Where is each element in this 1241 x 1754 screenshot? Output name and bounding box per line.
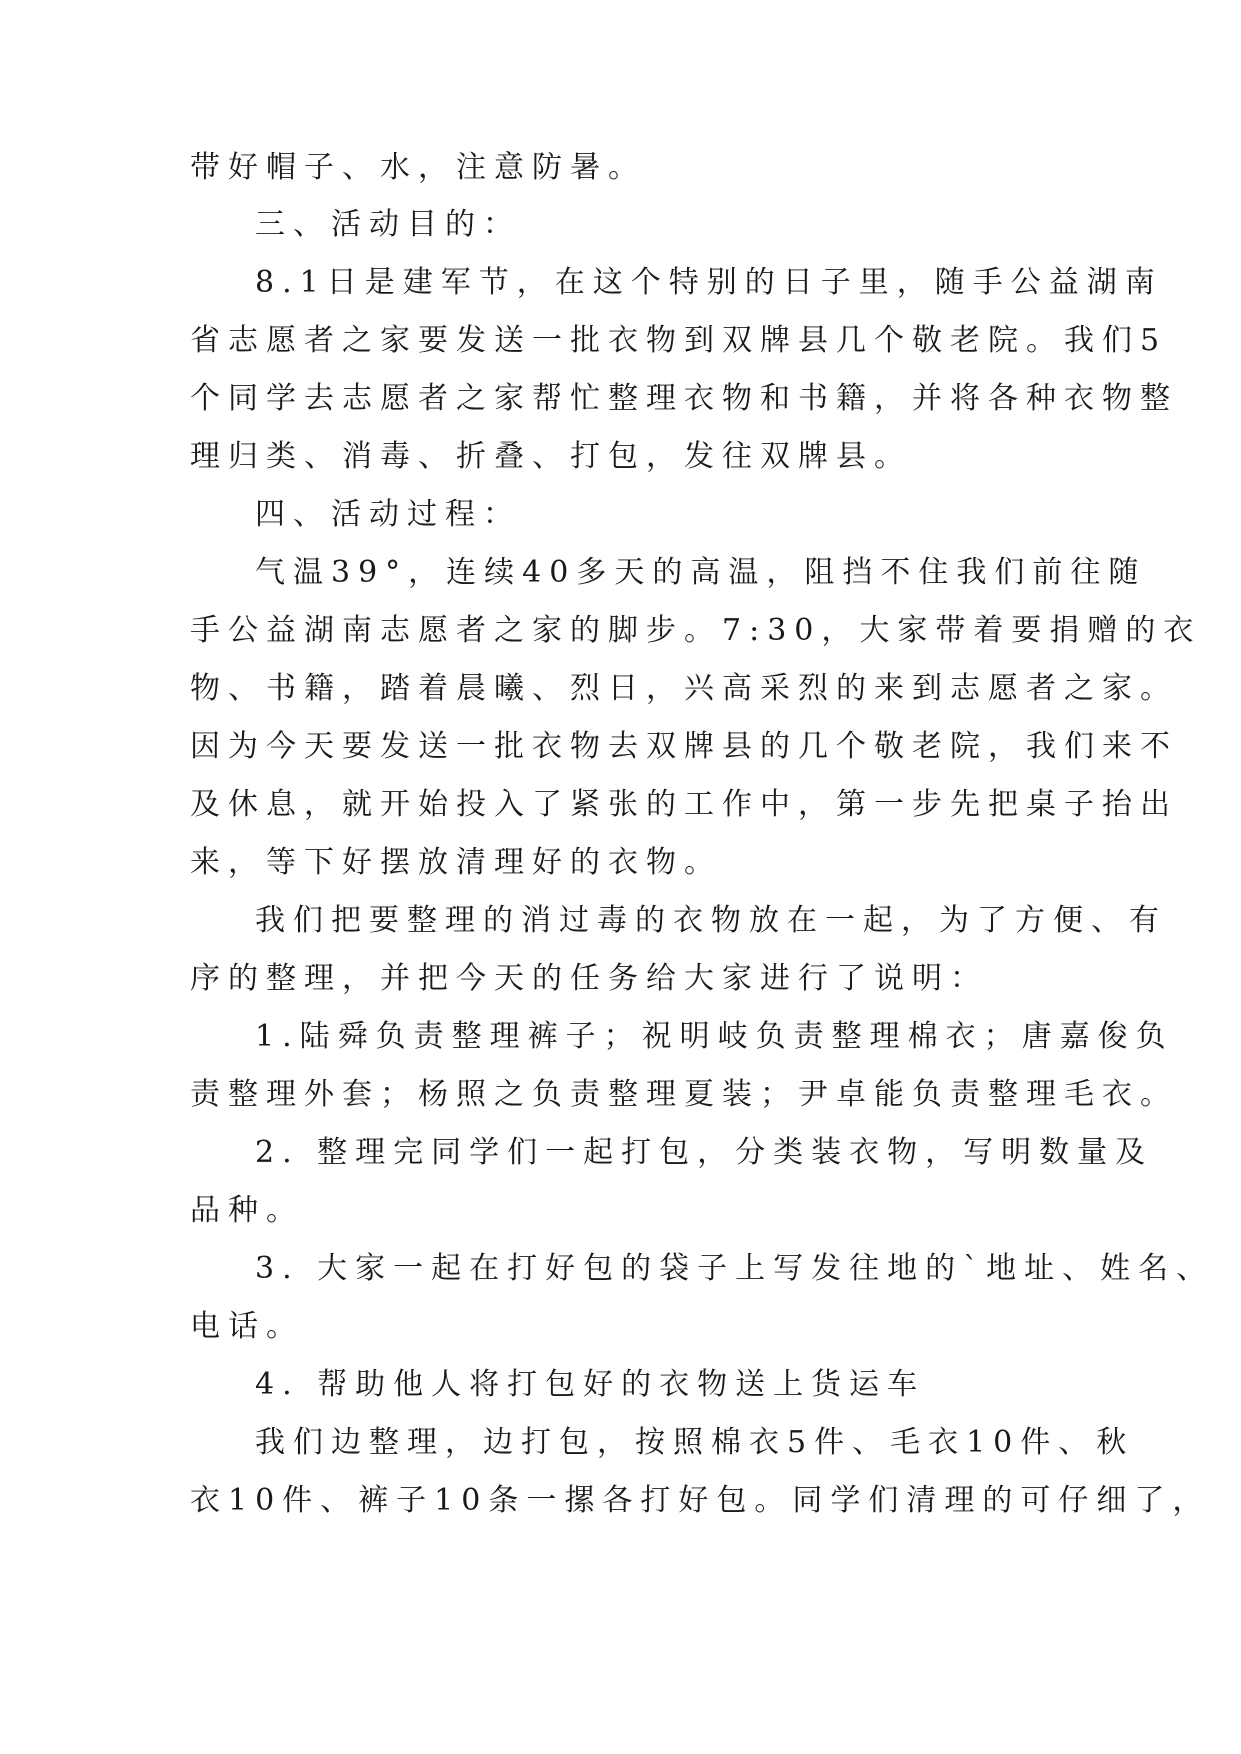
text-line: 我们把要整理的消过毒的衣物放在一起，为了方便、有 xyxy=(255,903,1167,938)
text-line: 责整理外套；杨照之负责整理夏装；尹卓能负责整理毛衣。 xyxy=(190,1077,1178,1112)
text-line: 衣10件、裤子10条一摞各打好包。同学们清理的可仔细了， xyxy=(190,1483,1211,1518)
text-line: 序的整理，并把今天的任务给大家进行了说明： xyxy=(190,961,988,996)
text-line: 带好帽子、水，注意防暑。 xyxy=(190,150,646,185)
text-line: 手公益湖南志愿者之家的脚步。7:30，大家带着要捐赠的衣 xyxy=(190,613,1202,648)
section-heading: 三、活动目的： xyxy=(255,207,521,242)
list-item: 1.陆舜负责整理裤子；祝明岐负责整理棉衣；唐嘉俊负 xyxy=(255,1019,1174,1054)
text-line: 电话。 xyxy=(190,1309,304,1344)
text-line: 来，等下好摆放清理好的衣物。 xyxy=(190,845,722,880)
list-item: 4. 帮助他人将打包好的衣物送上货运车 xyxy=(255,1367,926,1402)
text-line: 省志愿者之家要发送一批衣物到双牌县几个敬老院。我们5 xyxy=(190,323,1168,358)
section-heading: 四、活动过程： xyxy=(255,497,521,532)
text-line: 我们边整理，边打包，按照棉衣5件、毛衣10件、秋 xyxy=(255,1425,1135,1460)
text-line: 理归类、消毒、折叠、打包，发往双牌县。 xyxy=(190,439,912,474)
text-line: 因为今天要发送一批衣物去双牌县的几个敬老院，我们来不 xyxy=(190,729,1178,764)
list-item: 3. 大家一起在打好包的袋子上写发往地的`地址、姓名、 xyxy=(255,1251,1215,1286)
text-line: 及休息，就开始投入了紧张的工作中，第一步先把桌子抬出 xyxy=(190,787,1178,822)
text-line: 8.1日是建军节，在这个特别的日子里，随手公益湖南 xyxy=(255,265,1163,300)
text-line: 品种。 xyxy=(190,1193,304,1228)
text-line: 个同学去志愿者之家帮忙整理衣物和书籍，并将各种衣物整 xyxy=(190,381,1178,416)
text-line: 物、书籍，踏着晨曦、烈日，兴高采烈的来到志愿者之家。 xyxy=(190,671,1178,706)
list-item: 2. 整理完同学们一起打包，分类装衣物，写明数量及 xyxy=(255,1135,1154,1170)
text-line: 气温39°，连续40多天的高温，阻挡不住我们前往随 xyxy=(255,555,1147,590)
